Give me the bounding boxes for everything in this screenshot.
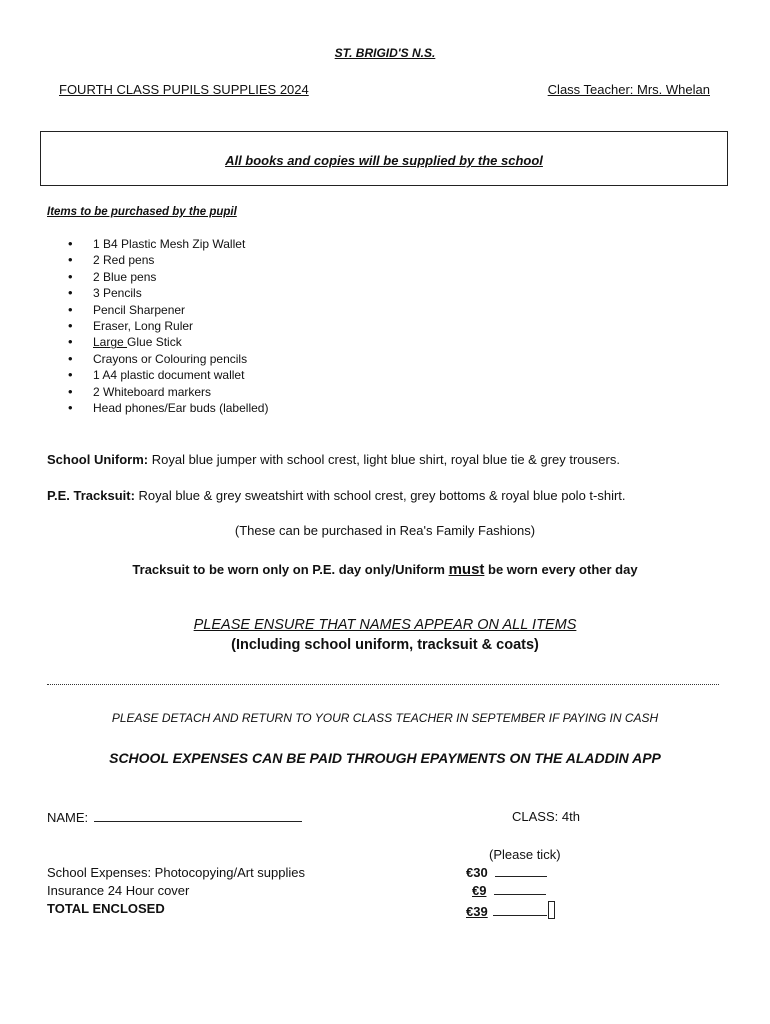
list-item: • 3 Pencils: [68, 285, 268, 301]
insurance-row-amount: €9: [466, 883, 546, 898]
uniform-text: Royal blue jumper with school crest, light blue shirt, royal blue tie & grey trousers.: [148, 452, 620, 467]
class-label: CLASS: 4th: [512, 809, 580, 824]
school-name: ST. BRIGID'S N.S.: [334, 46, 436, 60]
list-item: • Eraser, Long Ruler: [68, 318, 268, 334]
tracksuit-line: [47, 488, 626, 503]
insurance-row-label: Insurance 24 Hour cover: [47, 883, 190, 898]
tick-blank[interactable]: [495, 866, 547, 877]
items-heading: Items to be purchased by the pupil: [47, 206, 237, 218]
uniform-line: [47, 452, 620, 467]
tracksuit-label: P.E. Tracksuit:: [47, 488, 135, 503]
list-item: • 1 A4 plastic document wallet: [68, 367, 268, 383]
names-notice: PLEASE ENSURE THAT NAMES APPEAR ON ALL ITEMS: [193, 617, 577, 633]
list-item: • Crayons or Colouring pencils: [68, 351, 268, 367]
list-item: • 1 B4 Plastic Mesh Zip Wallet: [68, 236, 268, 252]
name-blank[interactable]: [94, 809, 302, 822]
tick-blank[interactable]: [493, 905, 547, 916]
name-field[interactable]: [47, 809, 302, 825]
payment-note: SCHOOL EXPENSES CAN BE PAID THROUGH EPAYMENTS ON THE ALADDIN APP: [109, 750, 661, 766]
notice-box-text: All books and copies will be supplied by the school: [225, 153, 543, 168]
large-prefix: Large: [93, 335, 128, 350]
expense-row-amount: €30: [466, 865, 547, 880]
class-teacher: Class Teacher: Mrs. Whelan: [547, 82, 710, 97]
list-item: • 2 Red pens: [68, 252, 268, 268]
supplies-list: [68, 236, 268, 416]
names-subnote: (Including school uniform, tracksuit & coats): [231, 637, 539, 653]
list-item: • Pencil Sharpener: [68, 302, 268, 318]
list-item: • Head phones/Ear buds (labelled): [68, 400, 268, 416]
list-item: • 2 Whiteboard markers: [68, 384, 268, 400]
total-row-amount: €39: [466, 901, 555, 919]
list-item: • Large Glue Stick: [68, 334, 268, 350]
list-item: • 2 Blue pens: [68, 269, 268, 285]
tick-hint: (Please tick): [489, 847, 561, 862]
uniform-label: School Uniform:: [47, 452, 149, 467]
cut-line-divider: [47, 684, 719, 685]
tick-blank[interactable]: [494, 884, 546, 895]
notice-box: [40, 131, 728, 186]
tick-box[interactable]: [548, 901, 555, 919]
wear-rule: Tracksuit to be worn only on P.E. day only/Uniform must be worn every other day: [132, 561, 638, 578]
document-title: FOURTH CLASS PUPILS SUPPLIES 2024: [59, 82, 309, 97]
must-emphasis: must: [448, 561, 485, 578]
name-label: NAME:: [47, 810, 89, 825]
tracksuit-text: Royal blue & grey sweatshirt with school crest, grey bottoms & royal blue polo t-shirt.: [134, 488, 626, 503]
purchase-note: (These can be purchased in Rea's Family Fashions): [234, 523, 536, 538]
detach-note: PLEASE DETACH AND RETURN TO YOUR CLASS TEACHER IN SEPTEMBER IF PAYING IN CASH: [111, 711, 659, 725]
expense-row-label: School Expenses: Photocopying/Art supplies: [47, 865, 305, 880]
total-row-label: TOTAL ENCLOSED: [47, 901, 165, 916]
